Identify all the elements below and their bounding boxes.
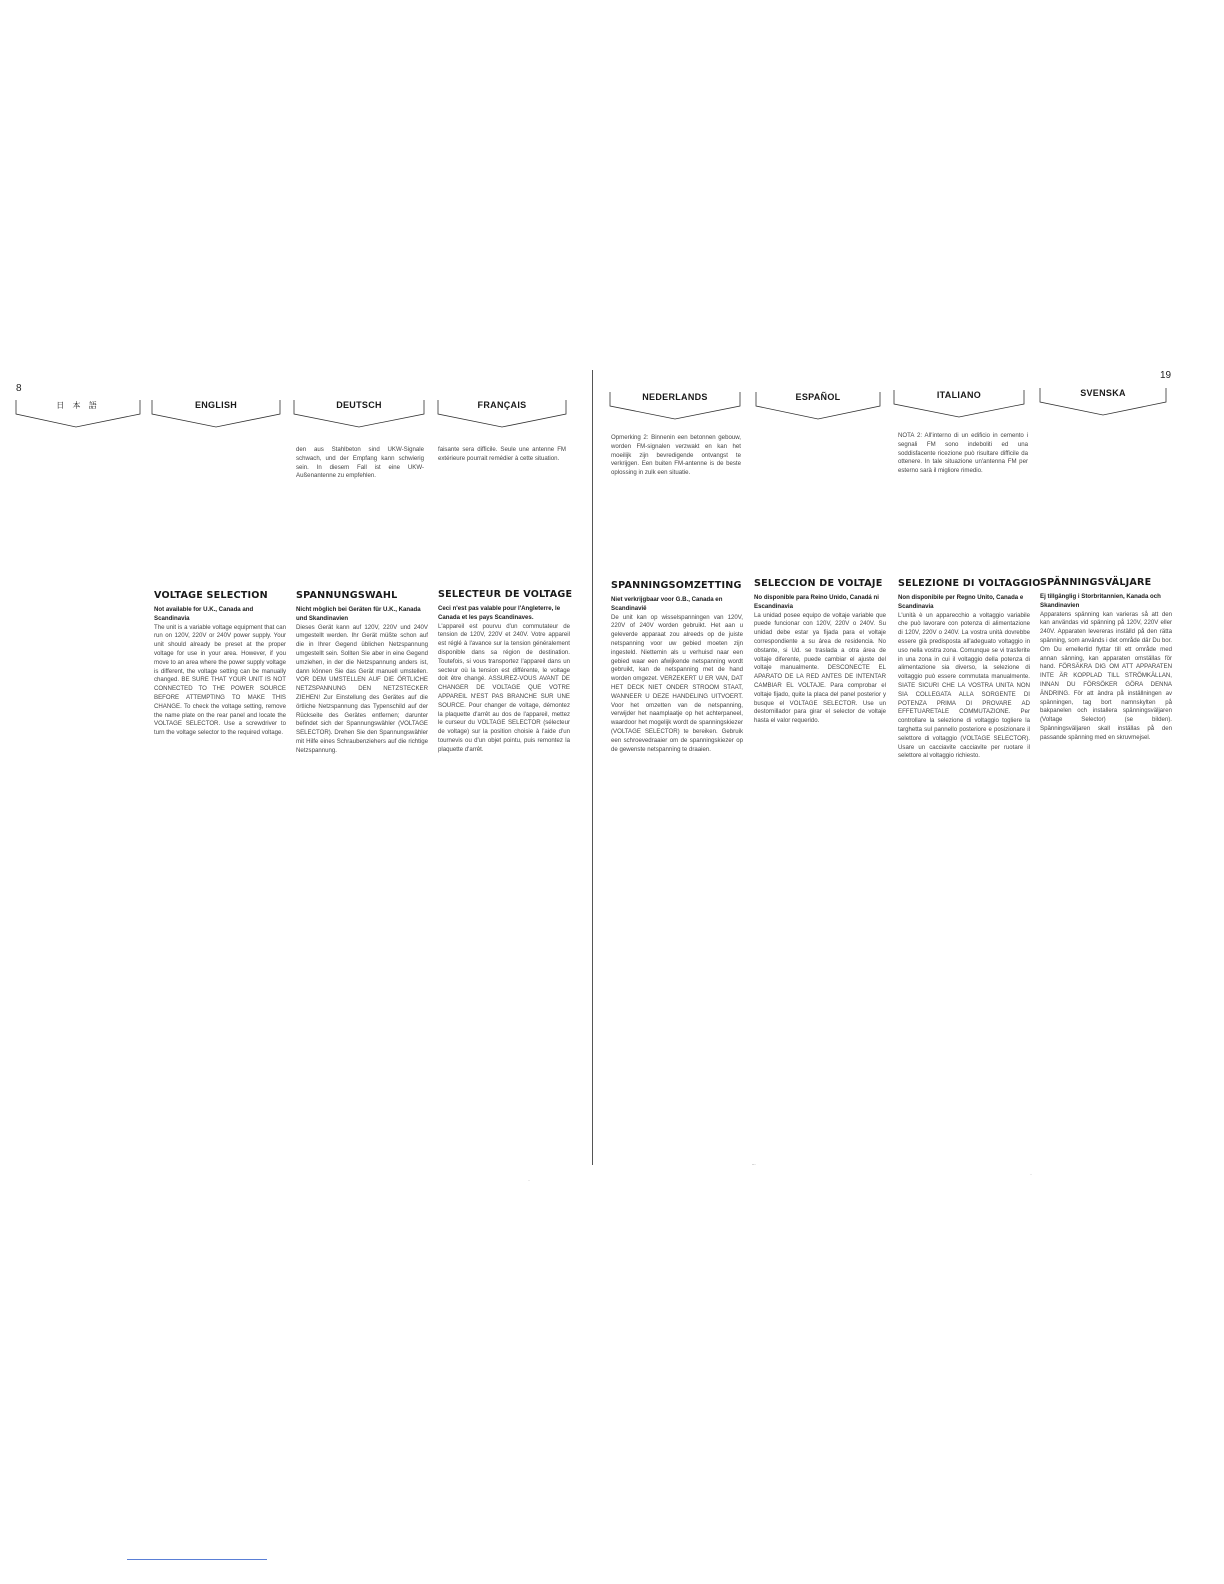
section-subtitle: No disponible para Reino Unido, Canadá ni Escandinavia bbox=[754, 594, 879, 610]
section-nederlands bbox=[611, 580, 743, 754]
section-body: De unit kan op wisselspanningen van 120V, 220V of 240V worden gebruikt. Het aan u geleverde apparaat zou alreeds op de juiste netspanning voor uw gebied moeten zijn ingesteld. Niettemin als u verhuisd naar een gebied waar een afwijkende netspanning wordt gebruikt, kan de netspanning met de hand worden omgezet. VERZEKERT U ER VAN, DAT HET DECK NIET ONDER STROOM STAAT, WANNEER U DEZE HANDELING UITVOERT. Voor het omzetten van de netspanning, verwijder het naamplaatje op het achterpaneel, waardoor het mogelijk wordt de spanningskiezer (VOLTAGE SELECTOR) te bereiken. Gebruik een schroevedraaier om de spanningskiezer op de gewenste netspanning te draaien. bbox=[611, 613, 743, 753]
section-body: The unit is a variable voltage equipment that can run on 120V, 220V or 240V power supply. Your unit should already be preset at the proper voltage for use in your area. However, if you move to an area where the power supply voltage is different, the voltage setting can be manually changed. BE SURE THAT YOUR UNIT IS NOT CONNECTED TO THE POWER SOURCE BEFORE ATTEMPTING TO MAKE THIS CHANGE. To check the voltage setting, remove the name plate on the rear panel and locate the VOLTAGE SELECTOR. Use a screwdriver to turn the voltage selector to the required voltage. bbox=[154, 623, 286, 737]
section-italiano bbox=[898, 578, 1041, 761]
section-subtitle: Ej tillgänglig i Storbritannien, Kanada och Skandinavien bbox=[1040, 593, 1161, 609]
center-fold-line bbox=[592, 370, 593, 1165]
section-title: SPÄNNINGSVÄLJARE bbox=[1040, 577, 1152, 588]
section-subtitle: Not available for U.K., Canada and Scandinavia bbox=[154, 606, 254, 622]
tab-english: ENGLISH bbox=[150, 397, 282, 431]
section-body: Apparatens spänning kan varieras så att den kan användas vid spänning på 120V, 220V eller 240V. Apparaten levereras inställd på den rätta spänning, som används i det område där Du bor. Om Du emellertid flyttar till ett område med annan sänning, kan apparaten omställas för hand. FÖRSÄKRA DIG OM ATT APPARATEN INTE ÄR KOPPLAD TILL STRÖMKÄLLAN, INNAN DU FÖRSÖKER GÖRA DENNA ÄNDRING. För att ändra på inställningen av spänningen, tag bort namnskylten på bakpanelen och installera spänningsväljaren (Voltage Selector) (se bilden). Spänningsväljaren skall inställas på den passande spänning med en skruvmejsel. bbox=[1040, 610, 1172, 741]
section-title: SELECTEUR DE VOLTAGE bbox=[438, 589, 573, 600]
section-body: L'appareil est pourvu d'un commutateur de tension de 120V, 220V et 240V. Votre appareil est réglé à l'avance sur la tension généralement disponible dans sa région de destination. Toutefois, si vous transportez l'appareil dans un secteur où la tension est différente, le voltage doit être changé. ASSUREZ-VOUS AVANT DE CHANGER DE VOLTAGE QUE VOTRE APPAREIL N'EST PAS BRANCHE SUR UNE SOURCE. Pour changer de voltage, démontez la plaquette d'arrêt au dos de l'appareil, mettez le curseur du VOLTAGE SELECTOR (sélecteur de voltage) sur la position choisie à l'aide d'un tournevis ou d'un objet pointu, puis remontez la plaquette d'arrêt. bbox=[438, 622, 570, 753]
note-italiano: NOTA 2: All'interno di un edificio in cemento i segnali FM sono indeboliti ed una soddisfacente ricezione può risultare difficile da ottenere. In tale situazione un'antenna FM per esterno sarà il migliore rimedio. bbox=[898, 432, 1028, 475]
section-espanol bbox=[754, 578, 886, 726]
section-title: VOLTAGE SELECTION bbox=[154, 590, 268, 601]
section-subtitle: Niet verkrijgbaar voor G.B., Canada en Scandinavië bbox=[611, 596, 723, 612]
section-body: L'unità è un apparecchio a voltaggio variabile che può lavorare con potenza di alimentazione di 120V, 220V o 240V. La vostra unità dovrebbe essere già predisposta all'adeguato voltaggio in uso nella vostra zona. Comunque se vi trasferite in una zona in cui il voltaggio della potenza di alimentazione sia diverso, la selezione di voltaggio può essere commutata manualmente. SIATE SICURI CHE LA VOSTRA UNITA NON SIA COLLEGATA ALLA SORGENTE DI POTENZA PRIMA DI PROVARE AD EFFETUARETALE COMMUTAZIONE. Per controllare la selezione di voltaggio togliere la targhetta sul pannello posteriore e posizionare il selettore di voltaggio (VOLTAGE SELECTOR). Usare un cacciavite cacciavite per ruotare il selettore al voltaggio richiesto. bbox=[898, 611, 1030, 760]
page-number-left: 8 bbox=[16, 383, 22, 394]
section-body: Dieses Gerät kann auf 120V, 220V und 240V umgestellt werden. Ihr Gerät müßte schon auf die in Ihrer Gegend üblichen Netzspannung umgestellt sein. Sollten Sie aber in eine Gegend umziehen, in der die Netzspannung anders ist, dann können Sie das Gerät manuell umstellen. VOR DEM UMSTELLEN AUF DIE ÖRTLICHE NETZSPANNUNG DEN NETZSTECKER ZIEHEN! Zur Einstellung des Gerätes auf die örtliche Netzspannung das Typenschild auf der Rückseite des Gerätes entfernen; darunter befindet sich der Spannungswähler (VOLTAGE SELECTOR). Drehen Sie den Spannungswähler mit Hilfe eines Schraubenziehers auf die richtige Netzspannung. bbox=[296, 623, 428, 754]
tab-svenska: SVENSKA bbox=[1038, 385, 1168, 419]
section-francais bbox=[438, 589, 573, 755]
section-english bbox=[154, 590, 286, 738]
tab-deutsch: DEUTSCH bbox=[292, 397, 426, 431]
scan-speck: · bbox=[1030, 1172, 1032, 1178]
note-francais: faisante sera difficile. Seule une antenne FM extérieure pourrait remédier à cette situation. bbox=[438, 446, 566, 462]
section-subtitle: Ceci n'est pas valable pour l'Angleterre, le Canada et les pays Scandinaves. bbox=[438, 605, 561, 621]
section-title: SPANNINGSOMZETTING bbox=[611, 580, 742, 591]
tab-italiano: ITALIANO bbox=[892, 387, 1026, 421]
section-subtitle: Nicht möglich bei Geräten für U.K., Kanada und Skandinavien bbox=[296, 606, 421, 622]
note-deutsch: den aus Stahlbeton sind UKW-Signale schwach, und der Empfang kann schwierig sein. In diesem Fall ist eine UKW-Außenantenne zu empfehlen. bbox=[296, 446, 424, 480]
tab-espanol: ESPAÑOL bbox=[754, 389, 882, 423]
tab-japanese: 日 本 語 bbox=[14, 397, 142, 431]
tab-francais: FRANÇAIS bbox=[436, 397, 568, 431]
tab-nederlands: NEDERLANDS bbox=[608, 389, 742, 423]
scan-speck: · bbox=[528, 1178, 530, 1184]
note-nederlands: Opmerking 2: Binnenin een betonnen gebouw, worden FM-signalen verzwakt en kan het moeilijk zijn bevredigende ontvangst te verkrijgen. Een buiten FM-antenne is de beste oplossing in zulk een situatie. bbox=[611, 434, 741, 477]
page-number-right: 19 bbox=[1160, 370, 1172, 381]
section-svenska bbox=[1040, 577, 1172, 743]
section-body: La unidad posee equipo de voltaje variable que puede funcionar con 120V, 220V o 240V. Su unidad debe estar ya fijada para el voltaje correspondiente a su área de residencia. No obstante, si Ud. se traslada a otra área de voltaje diferente, puede cambiar el ajuste del voltaje manualmente. DESCONECTE EL APARATO DE LA RED ANTES DE INTENTAR CAMBIAR EL VOLTAJE. Para comprobar el voltaje fijado, quite la placa del panel posterior y busque el VOLTAGE SELECTOR. Use un destornillador para girar el selector de voltaje hasta el valor requerido. bbox=[754, 611, 886, 725]
bottom-blue-rule bbox=[127, 1559, 267, 1560]
section-title: SELECCION DE VOLTAJE bbox=[754, 578, 883, 589]
scan-speck: -· bbox=[752, 1162, 756, 1168]
section-title: SPANNUNGSWAHL bbox=[296, 590, 398, 601]
section-subtitle: Non disponibile per Regno Unito, Canada e Scandinavia bbox=[898, 594, 1024, 610]
section-deutsch bbox=[296, 590, 428, 756]
section-title: SELEZIONE DI VOLTAGGIO bbox=[898, 578, 1041, 589]
